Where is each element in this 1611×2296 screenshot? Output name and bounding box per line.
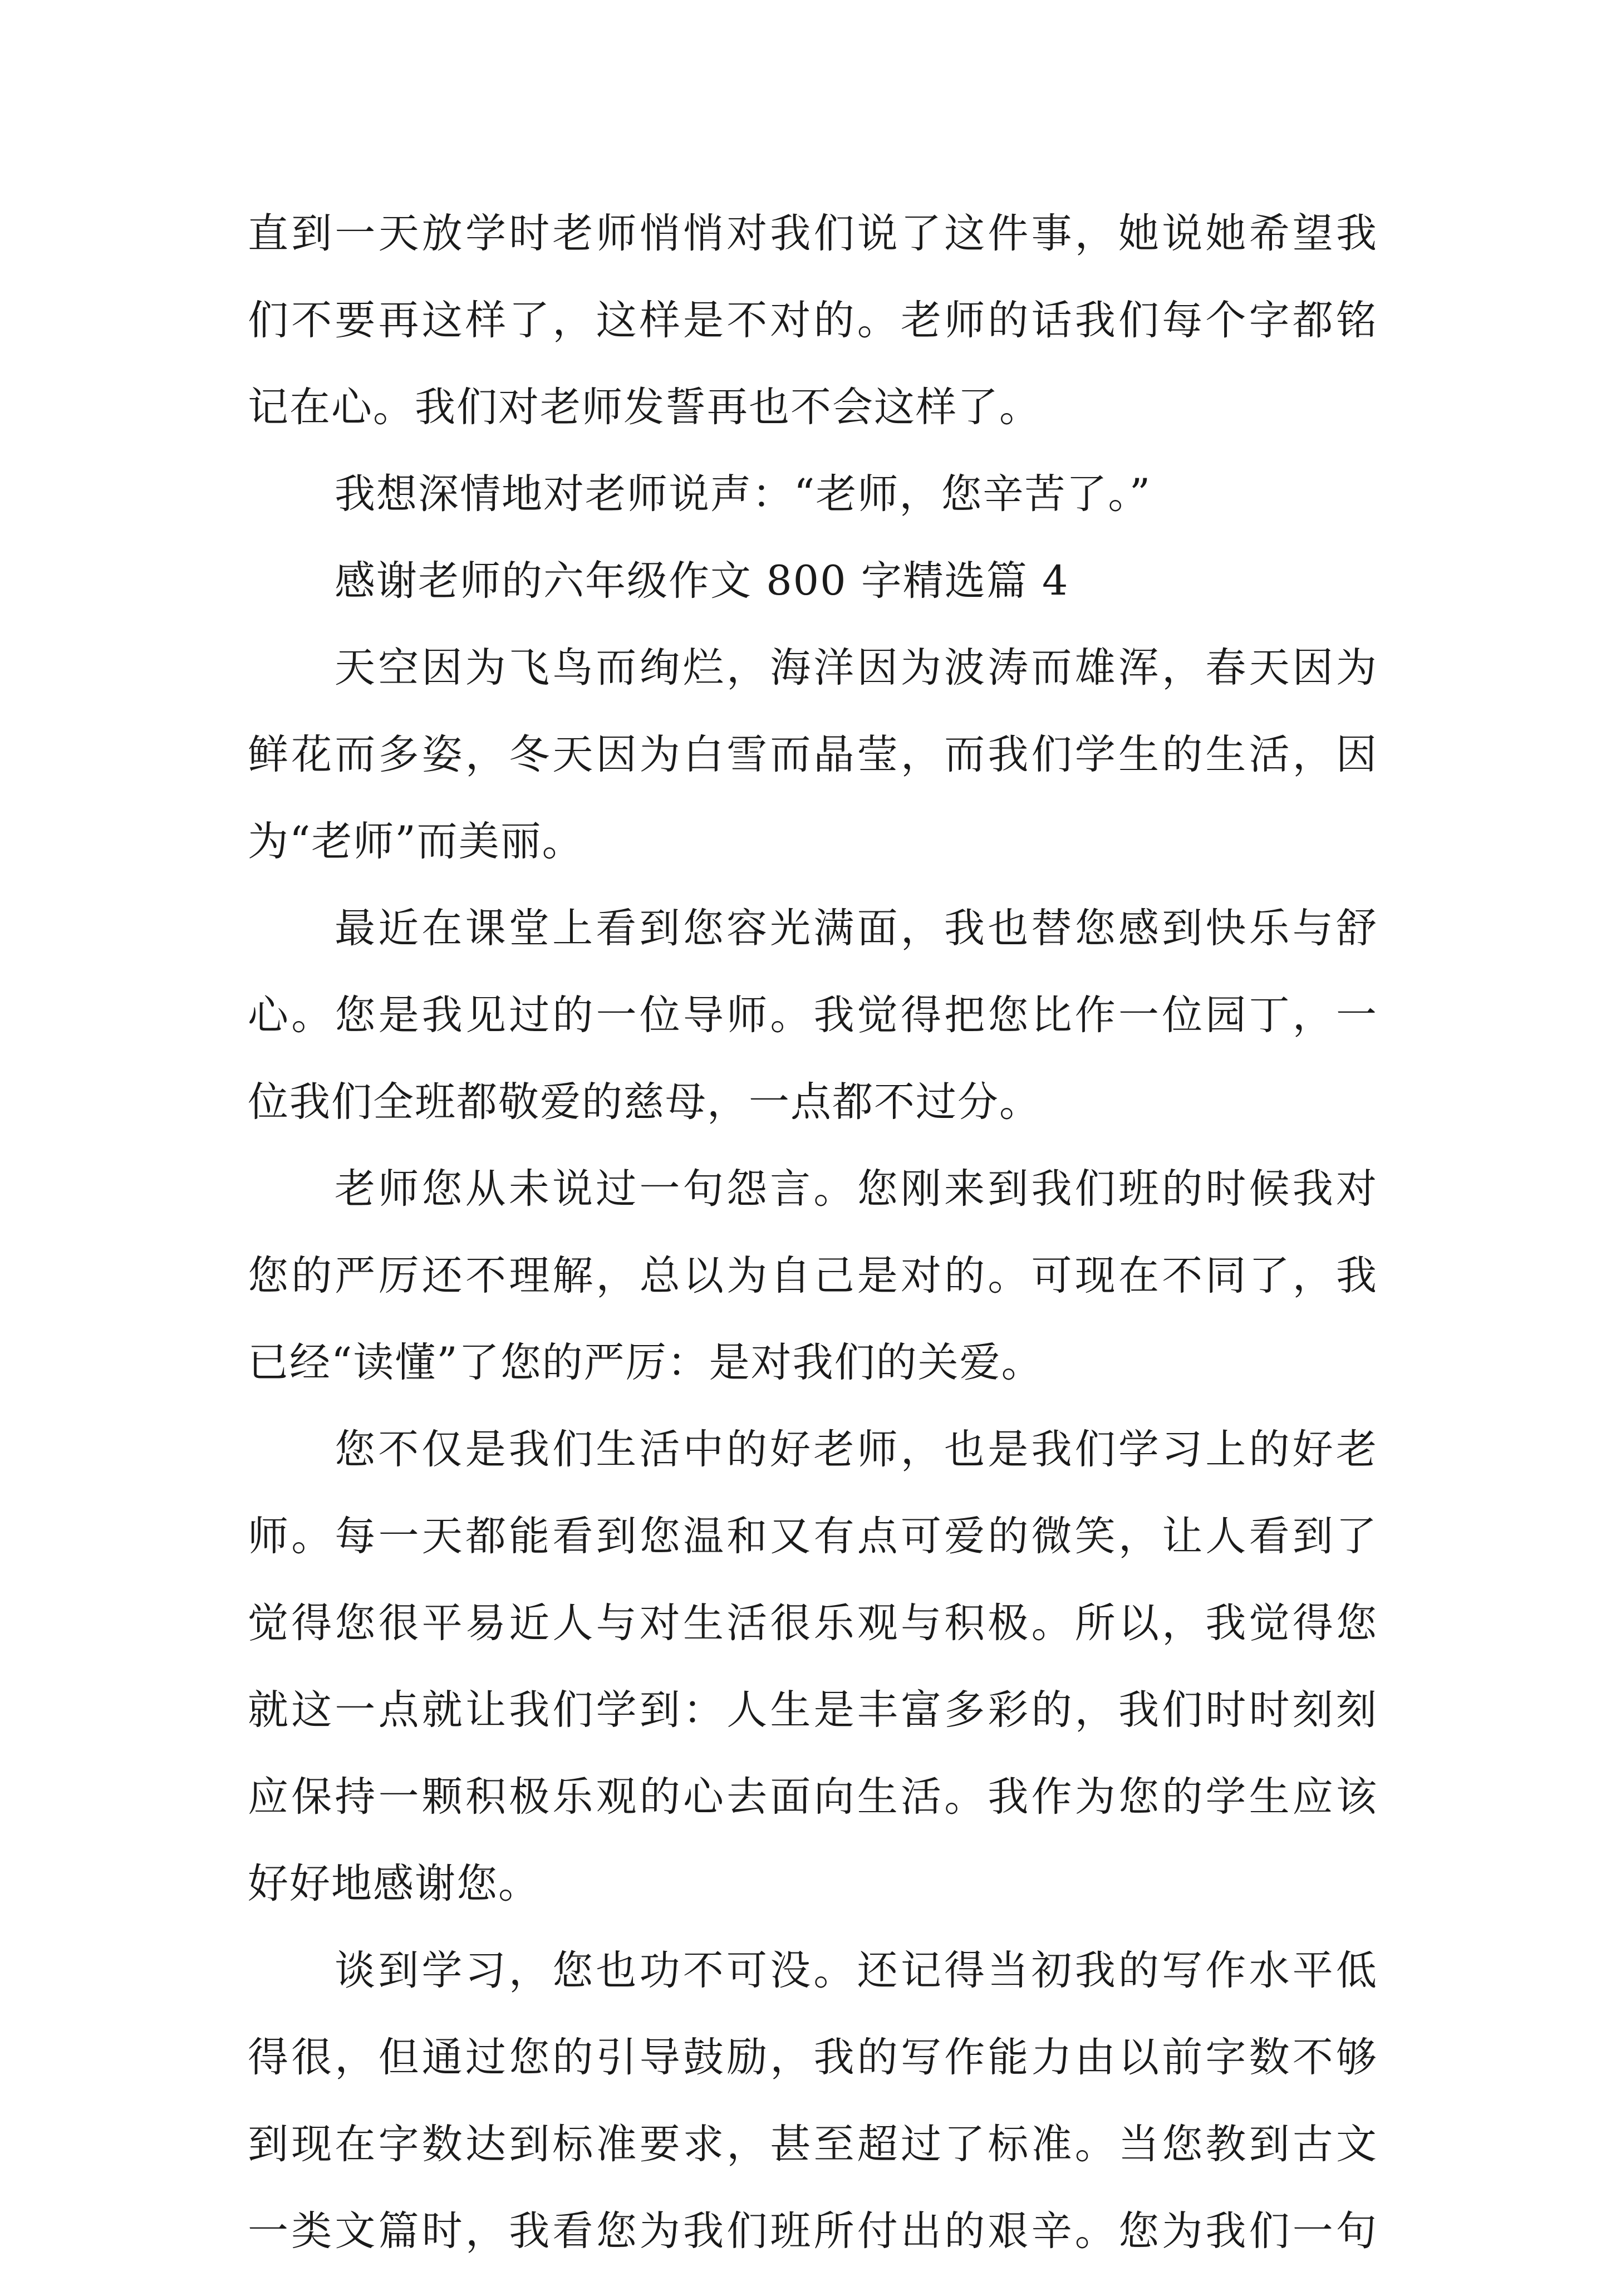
- text-line: 到现在字数达到标准要求，甚至超过了标准。当您教到古文: [248, 2121, 1378, 2168]
- text-line: 为“老师”而美丽。: [248, 818, 584, 865]
- text-line: 谈到学习，您也功不可没。还记得当初我的写作水平低: [335, 1947, 1378, 1994]
- text-line: 直到一天放学时老师悄悄对我们说了这件事，她说她希望我: [248, 210, 1378, 257]
- text-line: 最近在课堂上看到您容光满面，我也替您感到快乐与舒: [335, 905, 1378, 952]
- section-heading: 感谢老师的六年级作文 800 字精选篇 4: [335, 557, 1069, 605]
- text-line: 心。您是我见过的一位导师。我觉得把您比作一位园丁，一: [248, 992, 1378, 1039]
- text-line: 天空因为飞鸟而绚烂，海洋因为波涛而雄浑，春天因为: [335, 644, 1378, 691]
- text-line: 位我们全班都敬爱的慈母，一点都不过分。: [248, 1078, 1041, 1126]
- text-line: 得很，但通过您的引导鼓励，我的写作能力由以前字数不够: [248, 2034, 1378, 2081]
- text-line: 记在心。我们对老师发誓再也不会这样了。: [248, 384, 1041, 431]
- text-line: 我想深情地对老师说声：“老师，您辛苦了。”: [335, 470, 1152, 518]
- text-line: 应保持一颗积极乐观的心去面向生活。我作为您的学生应该: [248, 1773, 1378, 1821]
- document-body: [248, 212, 1378, 2296]
- text-line: 觉得您很平易近人与对生活很乐观与积极。所以，我觉得您: [248, 1600, 1378, 1647]
- text-line: 就这一点就让我们学到：人生是丰富多彩的，我们时时刻刻: [248, 1686, 1378, 1734]
- text-line: 老师您从未说过一句怨言。您刚来到我们班的时候我对: [335, 1165, 1378, 1213]
- text-line: 一类文篇时，我看您为我们班所付出的艰辛。您为我们一句: [248, 2207, 1378, 2255]
- text-line: 鲜花而多姿，冬天因为白雪而晶莹，而我们学生的生活，因: [248, 731, 1378, 778]
- text-line: 您不仅是我们生活中的好老师，也是我们学习上的好老: [335, 1426, 1378, 1473]
- text-line: 好好地感谢您。: [248, 1860, 540, 1907]
- text-line: 们不要再这样了，这样是不对的。老师的话我们每个字都铭: [248, 297, 1378, 344]
- text-line: 师。每一天都能看到您温和又有点可爱的微笑，让人看到了: [248, 1513, 1378, 1560]
- text-line: 您的严厉还不理解，总以为自己是对的。可现在不同了，我: [248, 1252, 1378, 1299]
- text-line: 已经“读懂”了您的严厉：是对我们的关爱。: [248, 1339, 1043, 1386]
